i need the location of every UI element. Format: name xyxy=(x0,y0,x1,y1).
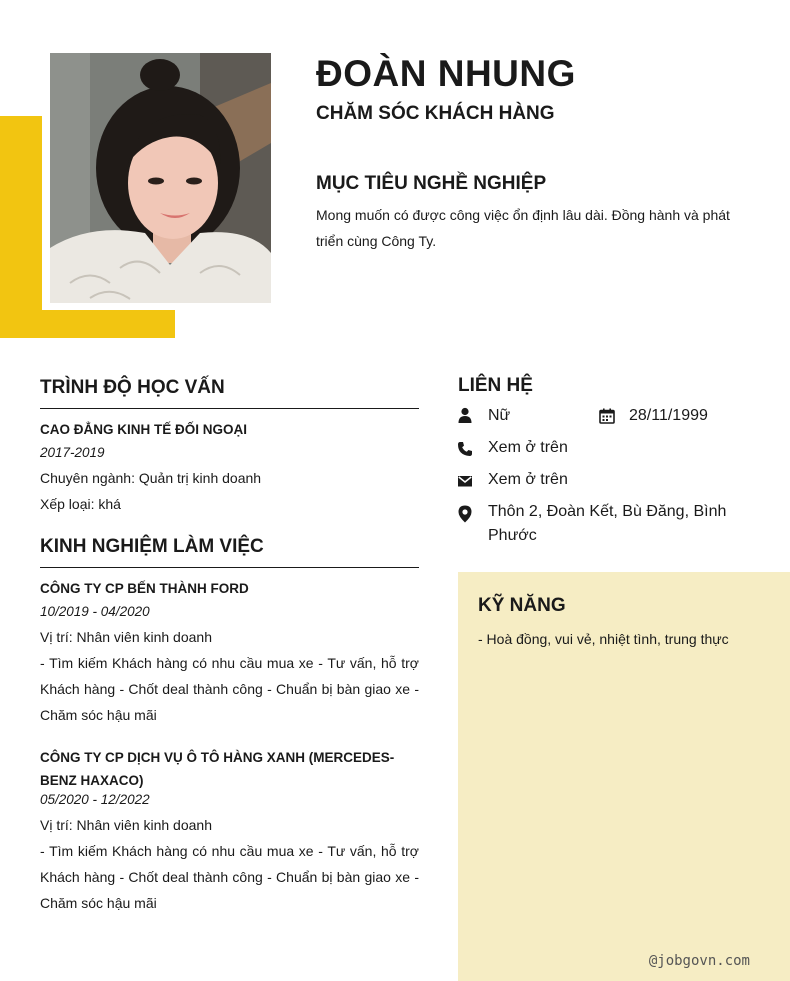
education-period: 2017-2019 xyxy=(40,445,105,460)
contact-address: Thôn 2, Đoàn Kết, Bù Đăng, Bình Phước xyxy=(488,503,727,544)
job-description: - Tìm kiếm Khách hàng có nhu cầu mua xe - Tư vấn, hỗ trợ Khách hàng - Chốt deal thành công - Chuẩn bị bàn giao xe - Chăm sóc hậu mãi xyxy=(40,655,419,723)
job-position: Vị trí: Nhân viên kinh doanh xyxy=(40,629,212,645)
education-major: Chuyên ngành: Quản trị kinh doanh xyxy=(40,470,262,486)
email-icon xyxy=(457,473,473,489)
education-rank: Xếp loại: khá xyxy=(40,496,121,512)
contact-email[interactable]: Xem ở trên xyxy=(488,471,568,488)
job-company: CÔNG TY CP DỊCH VỤ Ô TÔ HÀNG XANH (MERCEDES-BENZ HAXACO) xyxy=(40,750,395,788)
skills-panel xyxy=(458,572,790,981)
calendar-icon xyxy=(599,408,615,424)
candidate-name: ĐOÀN NHUNG xyxy=(316,53,576,94)
job-company: CÔNG TY CP BẾN THÀNH FORD xyxy=(40,581,249,596)
person-icon xyxy=(457,407,473,423)
education-school: CAO ĐẲNG KINH TẾ ĐỐI NGOẠI xyxy=(40,422,248,437)
experience-heading: KINH NGHIỆM LÀM VIỆC xyxy=(40,536,264,557)
objective-text: Mong muốn có được công việc ổn định lâu dài. Đồng hành và phát triển cùng Công Ty. xyxy=(316,207,730,249)
education-divider xyxy=(40,408,419,409)
job-description: - Tìm kiếm Khách hàng có nhu cầu mua xe - Tư vấn, hỗ trợ Khách hàng - Chốt deal thành công - Chuẩn bị bàn giao xe - Chăm sóc hậu mãi xyxy=(40,843,419,911)
job-position: Vị trí: Nhân viên kinh doanh xyxy=(40,817,212,833)
skills-text: - Hoà đồng, vui vẻ, nhiệt tình, trung thực xyxy=(478,631,729,647)
education-heading: TRÌNH ĐỘ HỌC VẤN xyxy=(40,377,225,398)
contact-gender: Nữ xyxy=(488,407,511,424)
portrait-illustration xyxy=(50,53,271,303)
watermark: @jobgovn.com xyxy=(648,953,750,969)
objective-heading: MỤC TIÊU NGHỀ NGHIỆP xyxy=(316,173,547,194)
contact-heading: LIÊN HỆ xyxy=(458,375,533,396)
job-period: 10/2019 - 04/2020 xyxy=(40,604,150,619)
profile-photo xyxy=(50,53,271,303)
job-title: CHĂM SÓC KHÁCH HÀNG xyxy=(316,103,555,124)
accent-bar xyxy=(0,310,175,338)
phone-icon xyxy=(457,441,473,457)
contact-phone[interactable]: Xem ở trên xyxy=(488,439,568,456)
skills-heading: KỸ NĂNG xyxy=(478,595,566,616)
experience-divider xyxy=(40,567,419,568)
contact-birthday: 28/11/1999 xyxy=(629,407,708,424)
accent-block xyxy=(0,116,42,338)
location-pin-icon xyxy=(456,505,474,523)
job-period: 05/2020 - 12/2022 xyxy=(40,792,150,807)
